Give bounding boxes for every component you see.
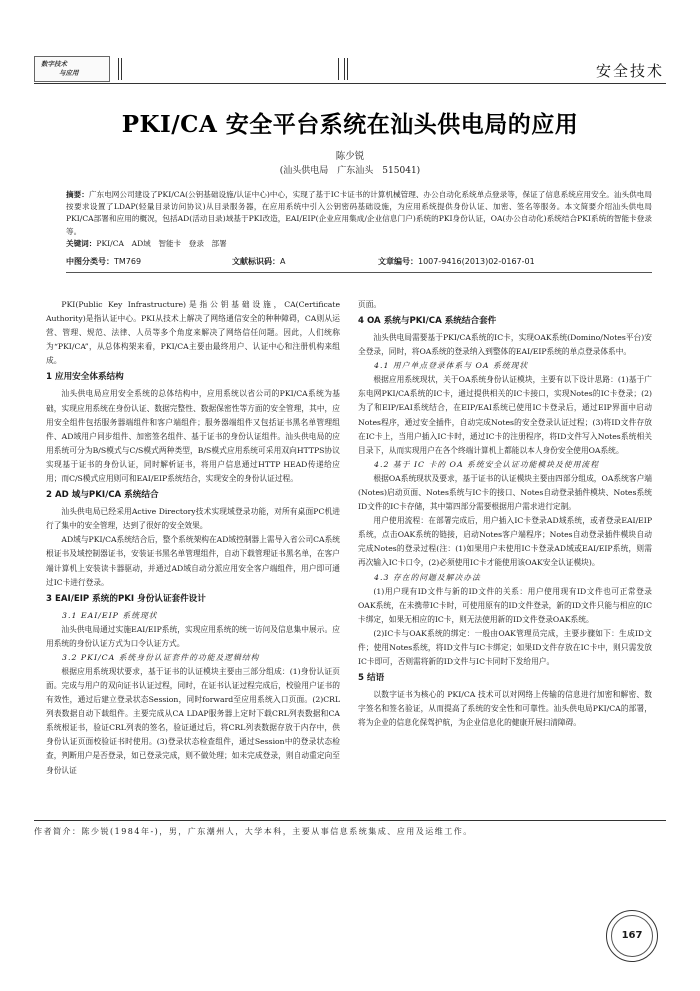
subsection-heading-3-2: 3.2 PKI/CA 系统身份认证套件的功能及逻辑结构 xyxy=(62,652,260,662)
section-heading-5: 5 结语 xyxy=(358,673,385,684)
section-heading-1: 1 应用安全体系结构 xyxy=(46,372,124,383)
journal-name-line2: 与应用 xyxy=(59,69,79,77)
section-4-1-paragraph: 根据应用系统现状，关于OA系统身份认证模块，主要有以下设计思路：(1)基于广东电网PKI/CA系统的IC卡，通过提供相关的IC卡接口，实现Notes的IC卡登录；(2)为了和EIP/EAI系统结合，在EIP/EAI系统已使用IC卡登录后，通过EIP界面中启动Notes程序，通过安全插件，自动完成Notes的安全登录认证过程；(3)将ID文件存放在IC卡上，当用户插入IC卡时，通过IC卡的注册程序，将ID文件写入Notes系统相关目录下，从而实现用户在各个终端计算机上都能以本人身份安全使用OA系统。 xyxy=(358,375,652,455)
paper-title: PKI/CA 安全平台系统在汕头供电局的应用 xyxy=(121,111,579,138)
section-4-2-paragraph-a: 根据OA系统现状及要求，基于证书的认证模块主要由四部分组成，OA系统客户端(Notes)启动页面、Notes系统与IC卡的接口、Notes自动登录插件模块、Notes系统ID文件的IC卡存储，其中第四部分需要根据用户需求进行定制。 xyxy=(358,473,652,512)
subsection-heading-4-2: 4.2 基于 IC 卡的 OA 系统安全认证功能模块及使用流程 xyxy=(374,459,599,469)
section-heading-3: 3 EAI/EIP 系统的PKI 身份认证套件设计 xyxy=(46,593,206,604)
document-code: 文献标识码：A xyxy=(232,257,286,266)
subsection-heading-3-1: 3.1 EAI/EIP 系统现状 xyxy=(62,610,158,620)
section-4-3-paragraph-b: (2)IC卡与OAK系统的绑定：一般由OAK管理员完成，主要步骤如下：生成ID文件；使用Notes系统，将ID文件与IC卡绑定；如果ID文件存放在IC卡中，则只需发放IC卡即可，否则需将新的ID文件与IC卡同时下发给用户。 xyxy=(358,628,652,666)
right-column xyxy=(358,298,652,730)
section-3-2-paragraph: 根据应用系统现状要求，基于证书的认证模块主要由三部分组成：(1)身份认证页面。完成与用户的双向证书认证过程，同时，在证书认证过程完成后，校验用户证书的有效性，通过后建立登录状态Session，同时forward至应用系统入口页面。(2)CRL列表数据自动下载组件。主要完成从CA LDAP服务器上定时下载CRL列表数据和CA系统根证书，验证CRL列表的签名，验证通过后，将CRL列表数据存放于内存中，供身份认证页面校验证书时使用。(3)登录状态检查组件，通过Session中的登录状态检查，判断用户是否登录，如已登录完成，则不做处理；如未完成登录，则自动重定向至身份认证 xyxy=(46,666,340,775)
abstract-rule xyxy=(66,272,652,273)
subsection-heading-4-3: 4.3 存在的问题及解决办法 xyxy=(374,572,481,582)
section-title: 安全技术 xyxy=(595,62,664,80)
page-number-seal xyxy=(606,910,658,962)
section-heading-2: 2 AD 域与PKI/CA 系统结合 xyxy=(46,490,159,501)
abstract-text: 广东电网公司建设了PKI/CA(公钥基础设施/认证中心)中心，实现了基于IC卡证书的计算机械管理、办公自动化系统单点登录等，保证了信息系统应用安全。汕头供电局按要求设置了LDAP(轻量目录访问协议)从目录服务器，在应用系统中引入公钥密码基础设施，为应用系统提供身份认证、加密、签名等服务。本文简要介绍汕头供电局PKI/CA部署和应用的概况，包括AD(活动目录)域基于PKI改造，EAI/EIP(企业应用集成/企业信息门户)系统的PKI身份认证，OA(办公自动化)系统结合PKI系统的智能卡登录等。 xyxy=(66,190,652,236)
keywords-label: 关键词： xyxy=(66,238,97,248)
section-4-3-paragraph-a: (1)用户现有ID文件与新的ID文件的关系：用户使用现有ID文件也可正常登录OAK系统，在未携带IC卡时，可使用原有的ID文件登录，新的ID文件只能与相应的IC卡绑定，如果无相应的IC卡，则无法使用新的ID文件登录OAK系统。 xyxy=(358,586,652,624)
section-1-paragraph: 汕头供电局应用安全系统的总体结构中，应用系统以省公司的PKI/CA系统为基础，实现应用系统在身份认证、数据完整性、数据保密性等方面的安全管理，其中，应用安全组件包括服务器端组件和客户端组件；服务器端组件又包括证书黑名单管理组件、AD域用户同步组件、加密签名组件、基于证书的身份认证组件。汕头供电局的应用系统可分为B/S模式与C/S模式两种类型，B/S模式应用系统可采用双向HTTPS协议实现基于证书的身份认证，同时解析证书，将用户信息通过HTTP HEAD传递给应用；而C/S模式应用则可和EAI/EIP系统结合，实现安全的身份认证过程。 xyxy=(46,389,340,484)
author-name: 陈少锐 xyxy=(335,151,365,162)
footnote-rule xyxy=(34,820,666,821)
abstract-label: 摘要： xyxy=(66,190,89,199)
section-3-1-paragraph: 汕头供电局通过实施EAI/EIP系统，实现应用系统的统一访问及信息集中展示。应用系统的身份认证方式为口令认证方式。 xyxy=(46,624,340,648)
section-2-paragraph-a: 汕头供电局已经采用Active Directory技术实现域登录功能，对所有桌面PC机进行了集中的安全管理，达到了很好的安全效果。 xyxy=(46,507,340,531)
intro-paragraph: PKI(Public Key Infrastructure)是指公钥基础设施，CA(Certificate Authority)是指认证中心。PKI从技术上解决了网络通信安全的种种障碍，CA则从运营、管理、规范、法律、人员等多个角度来解决了网络信任问题。因此，人们统称为“PKI/CA”，从总体构架来看，PKI/CA主要由最终用户、认证中心和注册机构来组成。 xyxy=(46,300,340,366)
journal-logo-box xyxy=(34,56,110,82)
header-rule xyxy=(34,83,666,84)
section-3-2-continuation: 页面。 xyxy=(358,300,382,309)
article-number: 文章编号：1007-9416(2013)02-0167-01 xyxy=(378,257,535,266)
author-bio-footnote: 作者简介：陈少锐(1984年-)，男，广东潮州人，大学本科，主要从事信息系统集成、应用及运维工作。 xyxy=(34,827,473,836)
left-column xyxy=(46,298,340,778)
author-affiliation: (汕头供电局 广东汕头 515041) xyxy=(279,166,421,176)
section-2-paragraph-b: AD域与PKI/CA系统结合后，整个系统架构在AD域控制器上需导入省公司CA系统根证书及域控制器证书，安装证书黑名单管理组件，自动下载管理证书黑名单，在客户端计算机上安装读卡器驱动，并通过AD域自动分派应用安全客户端组件，用户即可通过IC卡进行登录。 xyxy=(46,535,340,587)
journal-name-line1: 数字技术 xyxy=(41,60,67,68)
keywords: PKI/CA AD域 智能卡 登录 部署 xyxy=(96,238,227,248)
abstract xyxy=(66,189,652,250)
section-4-2-paragraph-b: 用户使用流程：在部署完成后，用户插入IC卡登录AD域系统，或者登录EAI/EIP系统，点击OAK系统的链接，启动Notes客户端程序；Notes自动登录插件模块自动完成Notes的登录过程(注：(1)如果用户未使用IC卡登录AD域或EAI/EIP系统，则需再次输入IC卡口令，(2)必须使用IC卡才能使用该OAK安全认证模块)。 xyxy=(358,516,652,568)
section-5-paragraph: 以数字证书为核心的 PKI/CA 技术可以对网络上传输的信息进行加密和解密、数字签名和签名验证，从而提高了系统的安全性和可靠性。汕头供电局PKI/CA的部署，将为企业的信息化保驾护航，为企业信息化的健康开展扫清障碍。 xyxy=(358,690,652,728)
subsection-heading-4-1: 4.1 用户单点登录体系与 OA 系统现状 xyxy=(374,361,529,371)
clc-number: 中图分类号：TM769 xyxy=(66,257,142,266)
section-4-paragraph: 汕头供电局需要基于PKI/CA系统的IC卡，实现OAK系统(Domino/Notes平台)安全登录，同时，将OA系统的登录纳入到整体的EAI/EIP系统的单点登录体系中。 xyxy=(358,333,652,357)
section-heading-4: 4 OA 系统与PKI/CA 系统结合套件 xyxy=(358,316,497,327)
page-number: 167 xyxy=(621,930,643,941)
